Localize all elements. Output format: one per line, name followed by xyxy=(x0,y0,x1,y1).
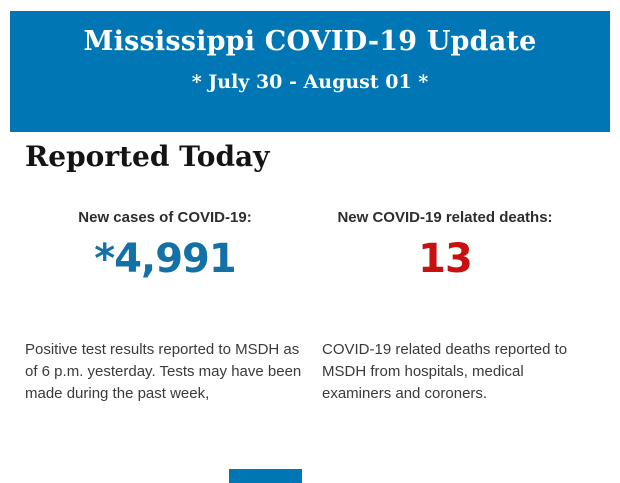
section-title: Reported Today xyxy=(25,140,270,173)
new-cases-value: *4,991 xyxy=(94,236,236,282)
new-deaths-value: 13 xyxy=(418,236,472,282)
header-banner xyxy=(10,11,610,132)
new-cases-label: New cases of COVID-19: xyxy=(78,209,252,226)
new-deaths-description: COVID-19 related deaths reported to MSDH from hospitals, medical examiners and coroners. xyxy=(322,341,568,402)
next-section-band-sliver xyxy=(229,469,302,483)
banner-date-range: * July 30 - August 01 * xyxy=(191,71,429,93)
banner-title: Mississippi COVID-19 Update xyxy=(83,26,537,57)
new-deaths-label: New COVID-19 related deaths: xyxy=(337,209,553,226)
new-cases-stat xyxy=(25,209,305,280)
new-cases-description: Positive test results reported to MSDH as of 6 p.m. yesterday. Tests may have been made during the past week, xyxy=(25,341,302,402)
stat-descriptions xyxy=(25,339,585,405)
new-deaths-stat xyxy=(305,209,585,280)
stats-row xyxy=(25,209,585,280)
